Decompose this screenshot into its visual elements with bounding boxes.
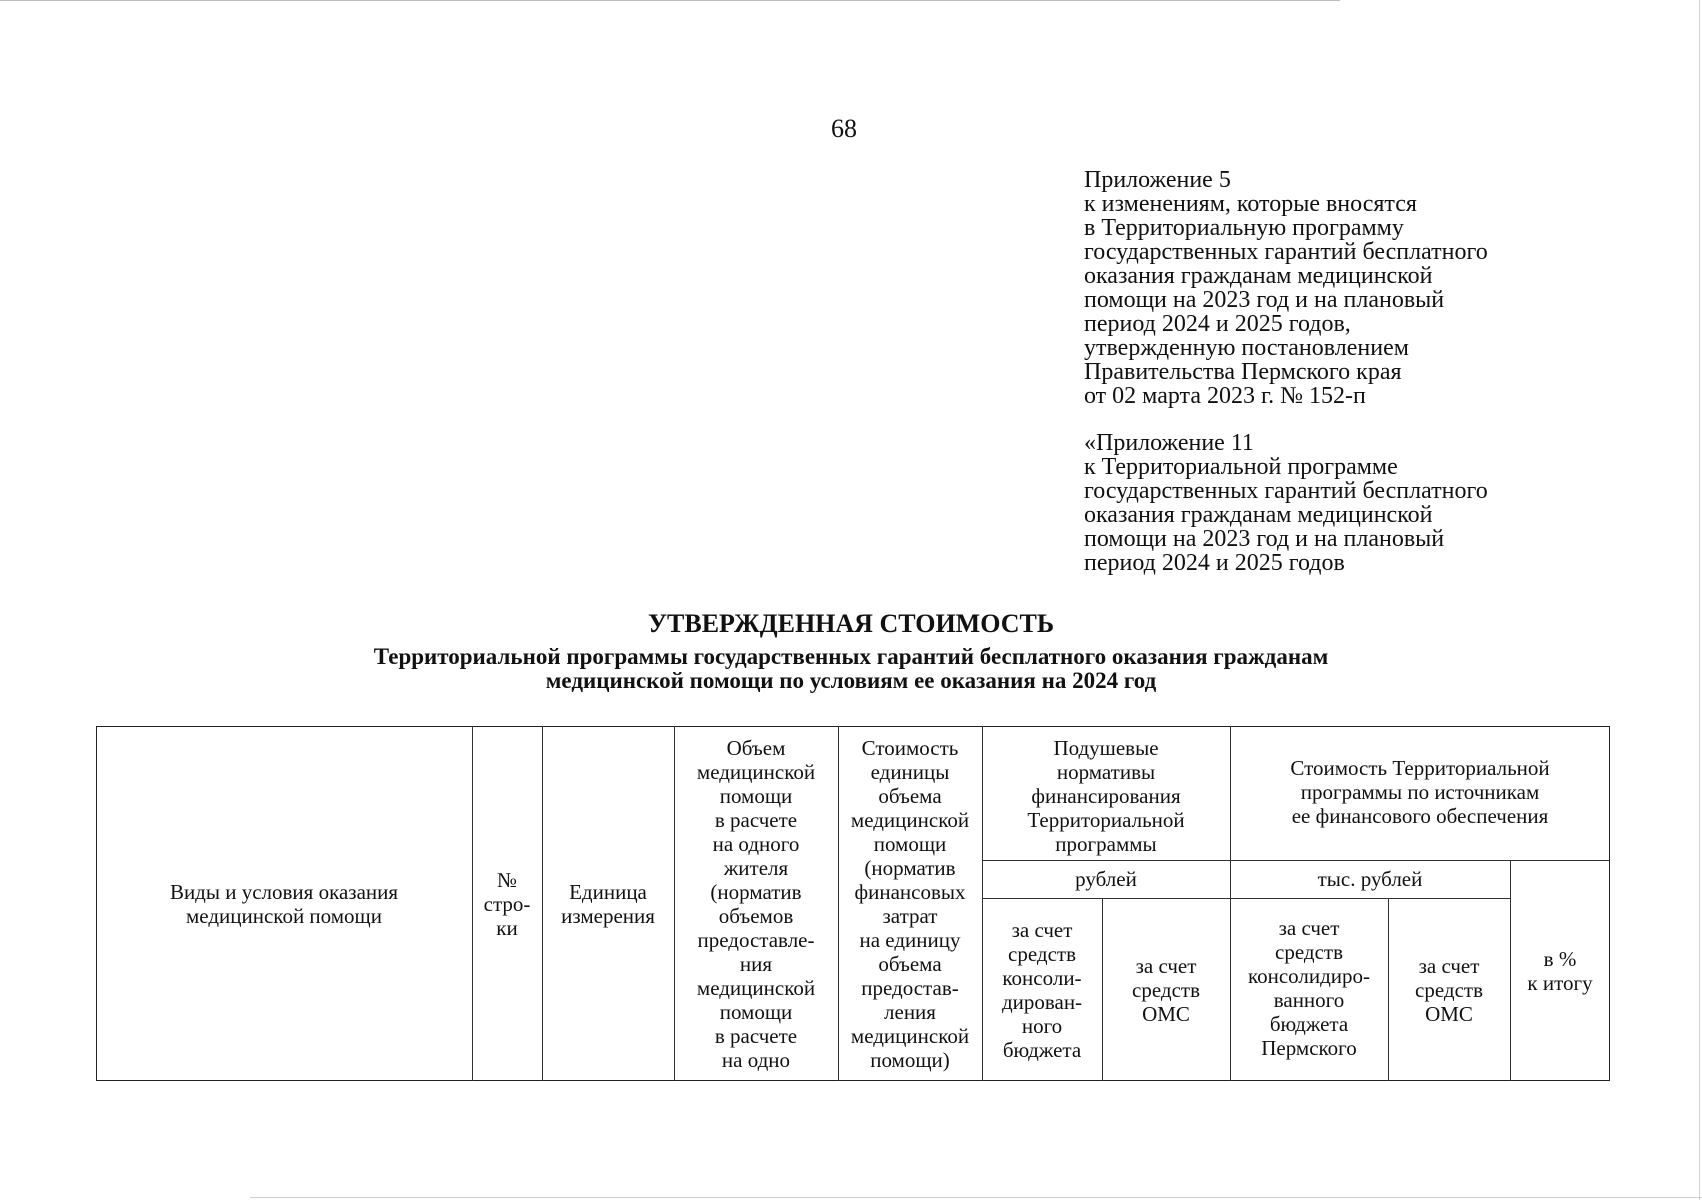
header-row-number: № стро- ки	[483, 867, 531, 940]
header-cost-budget: за счет средств консолидиро- ванного бюджета Пермского	[1247, 916, 1371, 1060]
header-unit: Единица измерения	[561, 879, 655, 928]
header-program-cost: Стоимость Территориальной программы по источникам ее финансового обеспечения	[1290, 756, 1550, 828]
header-unit-cost: Стоимость единицы объема медицинской помощи (норматив финансовых затрат на единицу объема предостав- ления медицинской помощи)	[850, 736, 970, 1072]
appendix-5-note: Приложение 5 к изменениям, которые вносятся в Территориальную программу государственных гарантий бесплатного оказания гражданам медицинской помощи на 2023 год и на плановый период 2024 и 2025 годов, утвержденную постановлением Правительства Пермского края от 02 марта 2023 г. № 152-п	[1084, 167, 1488, 409]
scan-edge-top	[0, 0, 1340, 1]
header-percent: в % к итогу	[1527, 946, 1593, 995]
appendix-11-note: «Приложение 11 к Территориальной программе государственных гарантий бесплатного оказания гражданам медицинской помощи на 2023 год и на плановый период 2024 и 2025 годов	[1084, 430, 1488, 576]
header-per-capita-budget: за счет средств консоли- дирован- ного бюджета	[1001, 918, 1083, 1062]
header-cost-oms: за счет средств ОМС	[1415, 953, 1483, 1026]
header-rubles: рублей	[1075, 867, 1137, 891]
header-thousand-rubles: тыс. рублей	[1317, 867, 1423, 891]
scan-edge-bottom	[250, 1197, 1702, 1198]
scan-edge-right	[1699, 0, 1700, 1200]
header-per-capita: Подушевые нормативы финансирования Территориальной программы	[1027, 736, 1185, 856]
document-subtitle: Территориальной программы государственных гарантий бесплатного оказания гражданам медицинской помощи по условиям ее оказания на 2024 год	[373, 644, 1329, 693]
header-volume: Объем медицинской помощи в расчете на одного жителя (норматив объемов предоставле- ния медицинской помощи в расчете на одно	[696, 736, 816, 1072]
page-number: 68	[831, 114, 857, 143]
header-per-capita-oms: за счет средств ОМС	[1132, 953, 1200, 1026]
header-types: Виды и условия оказания медицинской помощи	[169, 879, 399, 928]
document-title: УТВЕРЖДЕННАЯ СТОИМОСТЬ	[647, 609, 1055, 638]
